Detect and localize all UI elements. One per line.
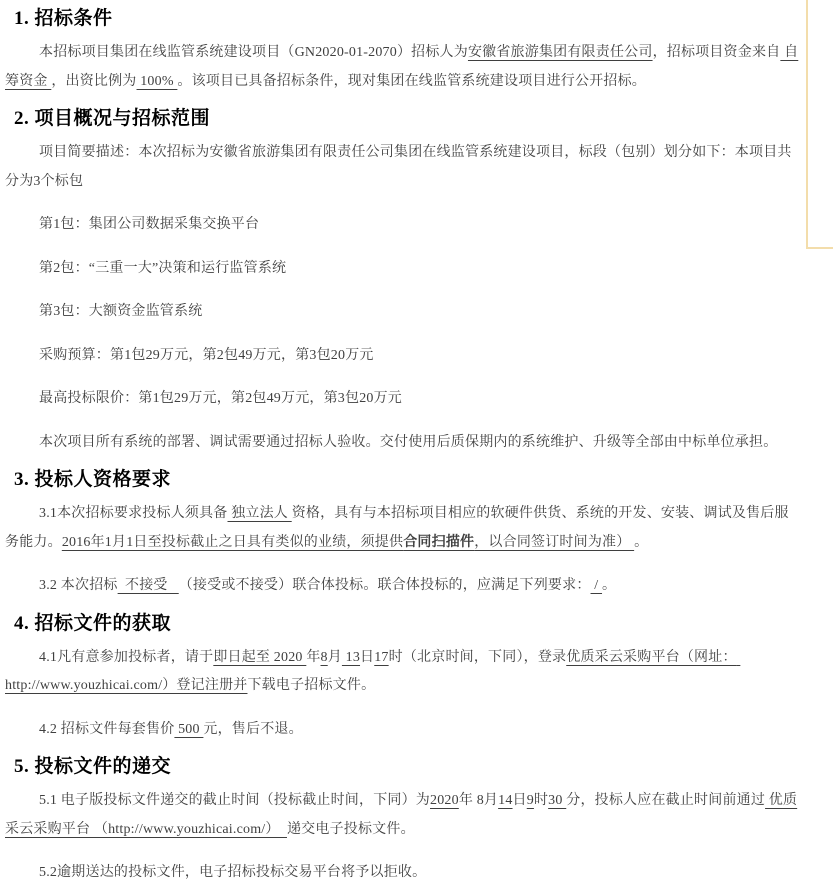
filled-blank-text: / [590,578,603,593]
text-run: 分，投标人应在截止时间前通过 [566,793,766,808]
text-run: 。 [602,578,617,593]
text-run: 本招标项目集团在线监管系统建设项目（GN2020-01-2070）招标人为 [39,45,468,60]
paragraph [5,500,799,557]
text-run: 日 [360,649,375,665]
filled-blank-text: 合同扫描件 [403,534,475,550]
paragraph [5,644,799,701]
text-run: 第2包：“三重一大”决策和运行监管系统 [39,260,287,276]
filled-blank-text: 8 [320,649,328,665]
paragraph [5,572,799,601]
paragraph [5,298,799,327]
filled-blank-text: 500 [174,721,204,737]
section-heading-4: 4. 招标文件的获取 [14,612,172,634]
text-run: 4.2 招标文件每套售价 [39,721,175,737]
filled-blank-text: 2016年1月1日至投标截止之日具有类似的业绩，须提供 [61,534,404,550]
paragraph [5,139,799,196]
text-run: 4.1凡有意参加投标者，请于 [39,649,214,665]
filled-blank-text: ，以合同签订时间为准） [474,534,635,550]
text-run: 项目简要描述：本次招标为安徽省旅游集团有限责任公司集团在线监管系统建设项目，标段（包别）划分如下：本项目共分为3个标包 [5,145,792,189]
filled-blank-text: 13 [341,649,361,665]
paragraph [5,787,799,844]
text-run: （接受或不接受）联合体投标。联合体投标的，应满足下列要求： [178,578,591,593]
text-run: 递交电子投标文件。 [286,821,415,837]
text-run: 日 [512,793,527,808]
text-run: 本次项目所有系统的部署、调试需要通过招标人验收。交付使用后质保期内的系统维护、升级等全部由中标单位承担。 [39,434,778,450]
text-run: 时（北京时间，下同），登录 [388,649,567,665]
section-heading-3: 3. 投标人资格要求 [14,469,172,490]
filled-blank-text: 9 [526,793,534,808]
filled-blank-text: 14 [498,793,513,808]
section-heading-1: 1. 招标条件 [14,8,113,29]
paragraph [5,211,799,240]
text-run: 时 [533,793,549,808]
text-run: 。 [634,534,649,550]
filled-blank-text: 自筹资金 [5,45,799,89]
filled-blank-text: 100% [136,73,178,89]
text-run: 第3包：大额资金监管系统 [39,304,203,319]
filled-blank-text: 17 [374,649,389,665]
text-run: 资格，具有与本招标项目相应的软硬件供货、系统的开发、安装、调试及售后服务能力。 [5,506,789,550]
text-run: ，出资比例为 [51,73,137,89]
filled-blank-text: 优质采云采购平台（网址： http://www.youzhicai.com/）登记注册并 [5,649,741,693]
filled-blank-text: 独立法人 [227,506,292,521]
paragraph [5,429,799,458]
filled-blank-text: 即日起至 2020 [213,649,307,665]
text-run: 5.1 电子版投标文件递交的截止时间（投标截止时间，下同）为 [39,793,430,808]
text-run: 最高投标限价：第1包29万元，第2包49万元，第3包20万元 [39,391,402,406]
paragraph [5,385,799,414]
section-heading-5: 5. 投标文件的递交 [14,756,172,777]
text-run: 下载电子招标文件。 [247,678,376,693]
text-run: 月 [327,649,342,665]
paragraph [5,342,799,371]
filled-blank-text: 30 [548,793,567,808]
text-run: 采购预算：第1包29万元，第2包49万元，第3包20万元 [39,347,374,363]
text-run: 年 8月 [458,793,499,808]
text-run: 年 [306,649,321,665]
text-run: 。该项目已具备招标条件，现对集团在线监管系统建设项目进行公开招标。 [177,73,646,89]
filled-blank-text: 2020 [430,793,459,808]
section-heading-2: 2. 项目概况与招标范围 [14,108,211,129]
filled-blank-text: 不接受 [117,578,179,593]
paragraph [5,859,799,888]
paragraph [5,716,799,745]
text-run: 3.1本次招标要求投标人须具备 [39,506,228,521]
text-run: 3.2 本次招标 [39,578,118,593]
paragraph [5,255,799,284]
text-run: 第1包：集团公司数据采集交换平台 [39,217,260,232]
text-run: 元，售后不退。 [203,721,303,737]
paragraph [5,39,799,96]
text-run: 5.2逾期送达的投标文件，电子招标投标交易平台将予以拒收。 [39,865,427,880]
filled-blank-text: 安徽省旅游集团有限责任公司 [467,45,653,60]
filled-blank-text: 优质采云采购平台 （http://www.youzhicai.com/） [5,793,798,837]
text-run: ，招标项目资金来自 [652,45,781,60]
